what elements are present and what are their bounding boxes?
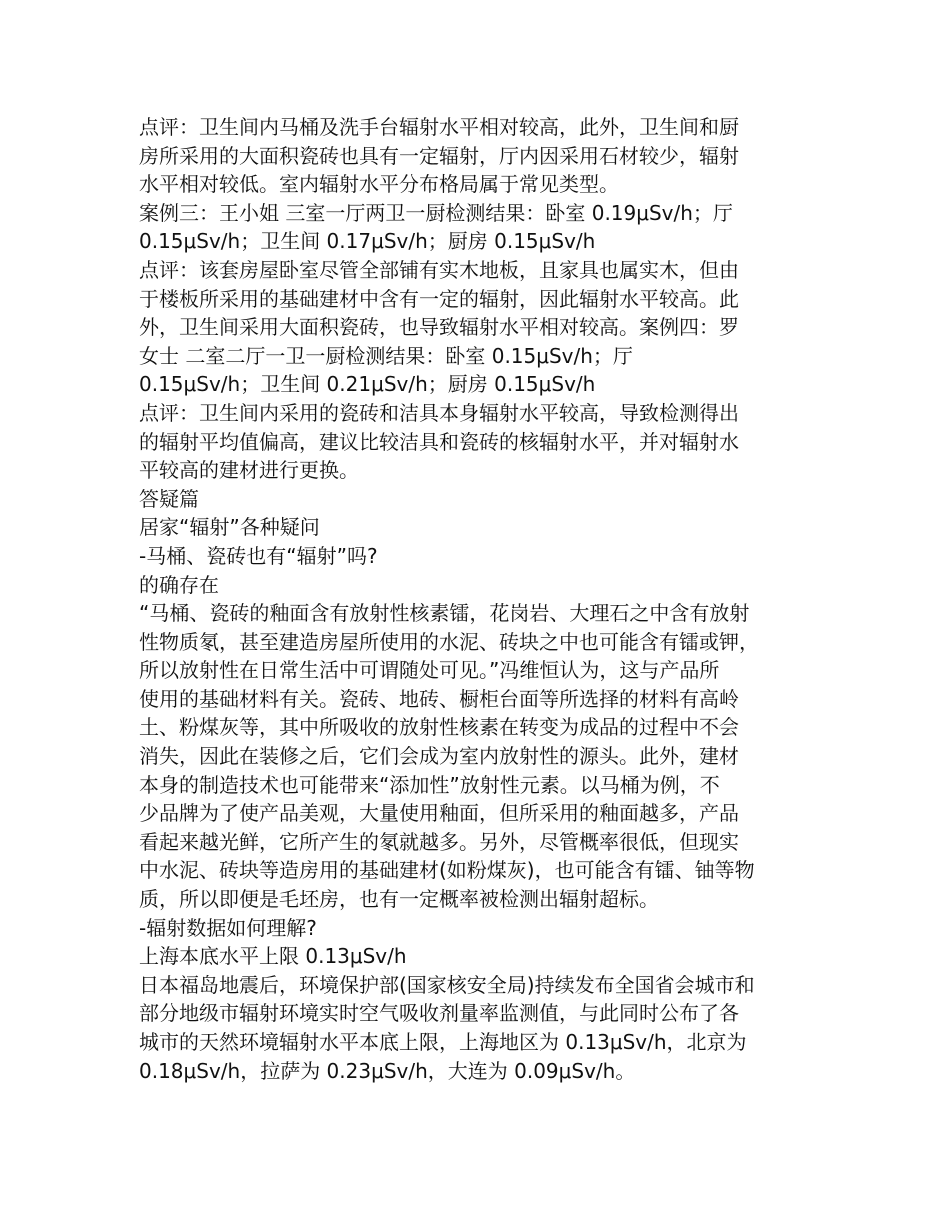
document-body <box>139 113 819 1085</box>
text-line: 本身的制造技术也可能带来“添加性”放射性元素。以马桶为例，不 <box>139 772 720 797</box>
text-line: 性物质氡，甚至建造房屋所使用的水泥、砖块之中也可能含有镭或钾， <box>139 629 759 654</box>
text-line: 土、粉煤灰等，其中所吸收的放射性核素在转变为成品的过程中不会 <box>139 715 739 740</box>
text-line: 0.15μSv/h；卫生间 0.17μSv/h；厨房 0.15μSv/h <box>139 229 596 254</box>
text-line: 日本福岛地震后，环境保护部(国家核安全局)持续发布全国省会城市和 <box>139 972 755 997</box>
subsection-heading: 居家“辐射”各种疑问 <box>139 515 320 540</box>
text-line: 使用的基础材料有关。瓷砖、地砖、橱柜台面等所选择的材料有高岭 <box>139 686 739 711</box>
question-heading: -辐射数据如何理解? <box>139 915 317 940</box>
section-heading: 答疑篇 <box>139 486 199 511</box>
text-line: 的辐射平均值偏高，建议比较洁具和瓷砖的核辐射水平，并对辐射水 <box>139 429 739 454</box>
text-line: 质，所以即便是毛坯房，也有一定概率被检测出辐射超标。 <box>139 887 659 912</box>
text-line: 女士 二室二厅一卫一厨检测结果：卧室 0.15μSv/h；厅 <box>139 343 633 368</box>
answer-heading: 的确存在 <box>139 572 219 597</box>
text-line: 0.15μSv/h；卫生间 0.21μSv/h；厨房 0.15μSv/h <box>139 372 596 397</box>
text-line: 水平相对较低。室内辐射水平分布格局属于常见类型。 <box>139 172 619 197</box>
question-heading: -马桶、瓷砖也有“辐射”吗? <box>139 543 378 568</box>
text-line: “马桶、瓷砖的釉面含有放射性核素镭，花岗岩、大理石之中含有放射 <box>139 601 750 626</box>
text-line: 房所采用的大面积瓷砖也具有一定辐射，厅内因采用石材较少，辐射 <box>139 143 739 168</box>
text-line: 点评：卫生间内马桶及洗手台辐射水平相对较高，此外，卫生间和厨 <box>139 115 739 139</box>
text-line: 消失，因此在装修之后，它们会成为室内放射性的源头。此外，建材 <box>139 744 739 769</box>
answer-heading: 上海本底水平上限 0.13μSv/h <box>139 944 407 969</box>
text-line: 所以放射性在日常生活中可谓随处可见。”冯维恒认为，这与产品所 <box>139 658 720 683</box>
text-line: 少品牌为了使产品美观，大量使用釉面，但所采用的釉面越多，产品 <box>139 801 739 826</box>
text-line: 中水泥、砖块等造房用的基础建材(如粉煤灰)，也可能含有镭、铀等物 <box>139 858 755 883</box>
text-line: 案例三：王小姐 三室一厅两卫一厨检测结果：卧室 0.19μSv/h；厅 <box>139 200 733 225</box>
text-line: 看起来越光鲜，它所产生的氡就越多。另外，尽管概率很低，但现实 <box>139 829 739 854</box>
text-line: 城市的天然环境辐射水平本底上限，上海地区为 0.13μSv/h，北京为 <box>139 1030 747 1054</box>
text-line: 0.18μSv/h，拉萨为 0.23μSv/h，大连为 0.09μSv/h。 <box>139 1058 636 1083</box>
text-line: 平较高的建材进行更换。 <box>139 458 359 483</box>
text-line: 于楼板所采用的基础建材中含有一定的辐射，因此辐射水平较高。此 <box>139 286 739 311</box>
text-line: 点评：卫生间内采用的瓷砖和洁具本身辐射水平较高，导致检测得出 <box>139 400 739 425</box>
text-line: 点评：该套房屋卧室尽管全部铺有实木地板，且家具也属实木，但由 <box>139 257 739 282</box>
text-line: 部分地级市辐射环境实时空气吸收剂量率监测值，与此同时公布了各 <box>139 1001 739 1026</box>
text-line: 外，卫生间采用大面积瓷砖，也导致辐射水平相对较高。案例四：罗 <box>139 315 739 340</box>
